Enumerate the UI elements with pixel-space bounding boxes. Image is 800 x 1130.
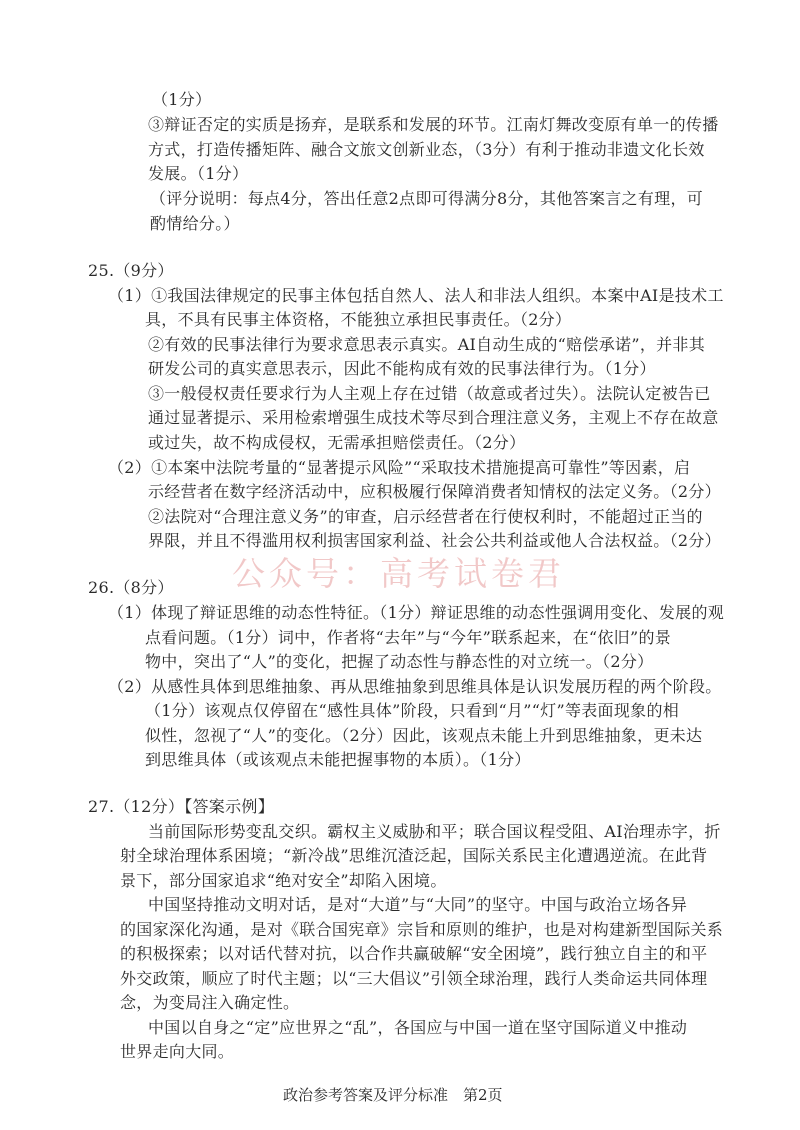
- q26-answer-line: 物中，突出了“人”的变化，把握了动态性与静态性的对立统一。（2分）: [145, 652, 654, 671]
- answer-text: 发展。（1分）: [148, 164, 249, 183]
- answer-point-3: ③辩证否定的实质是扬弃，是联系和发展的环节。江南灯舞改变原有单一的传播: [148, 115, 719, 134]
- q26-heading: 26.（8分）: [88, 578, 174, 597]
- q27-heading: 27.（12分）【答案示例】: [88, 797, 275, 816]
- score-note: （1分）: [152, 90, 212, 109]
- q27-answer-line: 当前国际形势变乱交织。霸权主义威胁和平；联合国议程受阻、AI治理赤字，折: [148, 822, 721, 841]
- q25-answer-line: 研发公司的真实意思表示，因此不能构成有效的民事法律行为。（1分）: [148, 359, 656, 378]
- q25-heading: 25.（9分）: [88, 261, 174, 280]
- q26-answer-line: （2）从感性具体到思维抽象、再从思维抽象到思维具体是认识发展历程的两个阶段。: [108, 677, 722, 696]
- watermark: 公众号：高考试卷君: [232, 554, 565, 593]
- q26-answer-line: 点看问题。（1分）词中，作者将“去年”与“今年”联系起来，在“依旧”的景: [145, 628, 672, 647]
- q25-answer-line: ③一般侵权责任要求行为人主观上存在过错（故意或者过失）。法院认定被告已: [148, 384, 711, 403]
- q25-answer-line: 或过失，故不构成侵权，无需承担赔偿责任。（2分）: [148, 433, 526, 452]
- q27-answer-line: 射全球治理体系困境；“新冷战”思维沉渣泛起，国际关系民主化遭遇逆流。在此背: [120, 846, 708, 865]
- q27-answer-line: 中国坚持推动文明对话，是对“大道”与“大同”的坚守。中国与政治立场各异: [148, 895, 688, 914]
- q27-answer-line: 的积极探索；以对话代替对抗，以合作共赢破解“安全困境”，践行独立自主的和平: [120, 944, 708, 963]
- q27-answer-line: 的国家深化沟通，是对《联合国宪章》宗旨和原则的维护，也是对构建新型国际关系: [120, 920, 724, 939]
- q26-answer-line: （1分）该观点仅停留在“感性具体”阶段，只看到“月”“灯”等表面现象的相: [145, 701, 680, 720]
- q26-answer-line: （1）体现了辩证思维的动态性特征。（1分）辩证思维的动态性强调用变化、发展的观: [108, 603, 725, 622]
- q27-answer-line: 外交政策，顺应了时代主题；以“三大倡议”引领全球治理，践行人类命运共同体理: [120, 969, 708, 988]
- q27-answer-line: 世界走向大同。: [120, 1042, 235, 1061]
- grading-note: （评分说明：每点4分，答出任意2点即可得满分8分，其他答案言之有理，可: [150, 189, 704, 208]
- q27-answer-line: 中国以自身之“定”应世界之“乱”，各国应与中国一道在坚守国际道义中推动: [148, 1018, 688, 1037]
- q25-answer-line: （2）①本案中法院考量的“显著提示风险”“采取技术措施提高可靠性”等因素，启: [108, 458, 691, 477]
- q25-answer-line: （1）①我国法律规定的民事主体包括自然人、法人和非法人组织。本案中AI是技术工: [108, 286, 724, 305]
- q25-answer-line: 通过显著提示、采用检索增强生成技术等尽到合理注意义务，主观上不存在故意: [148, 408, 719, 427]
- answer-text: 方式，打造传播矩阵、融合文旅文创新业态，（3分）有利于推动非遗文化长效: [148, 140, 705, 159]
- q26-answer-line: 似性，忽视了“人”的变化。（2分）因此，该观点未能上升到思维抽象，更未达: [145, 726, 703, 745]
- q25-answer-line: ②有效的民事法律行为要求意思表示真实。AI自动生成的“赔偿承诺”，并非其: [148, 335, 706, 354]
- page-footer: 政治参考答案及评分标准 第2页: [283, 1086, 503, 1104]
- grading-note: 酌情给分。）: [150, 214, 240, 233]
- q26-answer-line: 到思维具体（或该观点未能把握事物的本质）。（1分）: [145, 750, 531, 769]
- q27-answer-line: 景下，部分国家追求“绝对安全”却陷入困境。: [120, 871, 447, 890]
- q27-answer-line: 念，为变局注入确定性。: [120, 993, 300, 1012]
- q25-answer-line: 界限，并且不得滥用权利损害国家利益、社会公共利益或他人合法权益。（2分）: [148, 531, 721, 550]
- q25-answer-line: 示经营者在数字经济活动中，应积极履行保障消费者知情权的法定义务。（2分）: [148, 482, 721, 501]
- q25-answer-line: 具，不具有民事主体资格，不能独立承担民事责任。（2分）: [145, 310, 572, 329]
- q25-answer-line: ②法院对“合理注意义务”的审查，启示经营者在行使权利时，不能超过正当的: [148, 507, 703, 526]
